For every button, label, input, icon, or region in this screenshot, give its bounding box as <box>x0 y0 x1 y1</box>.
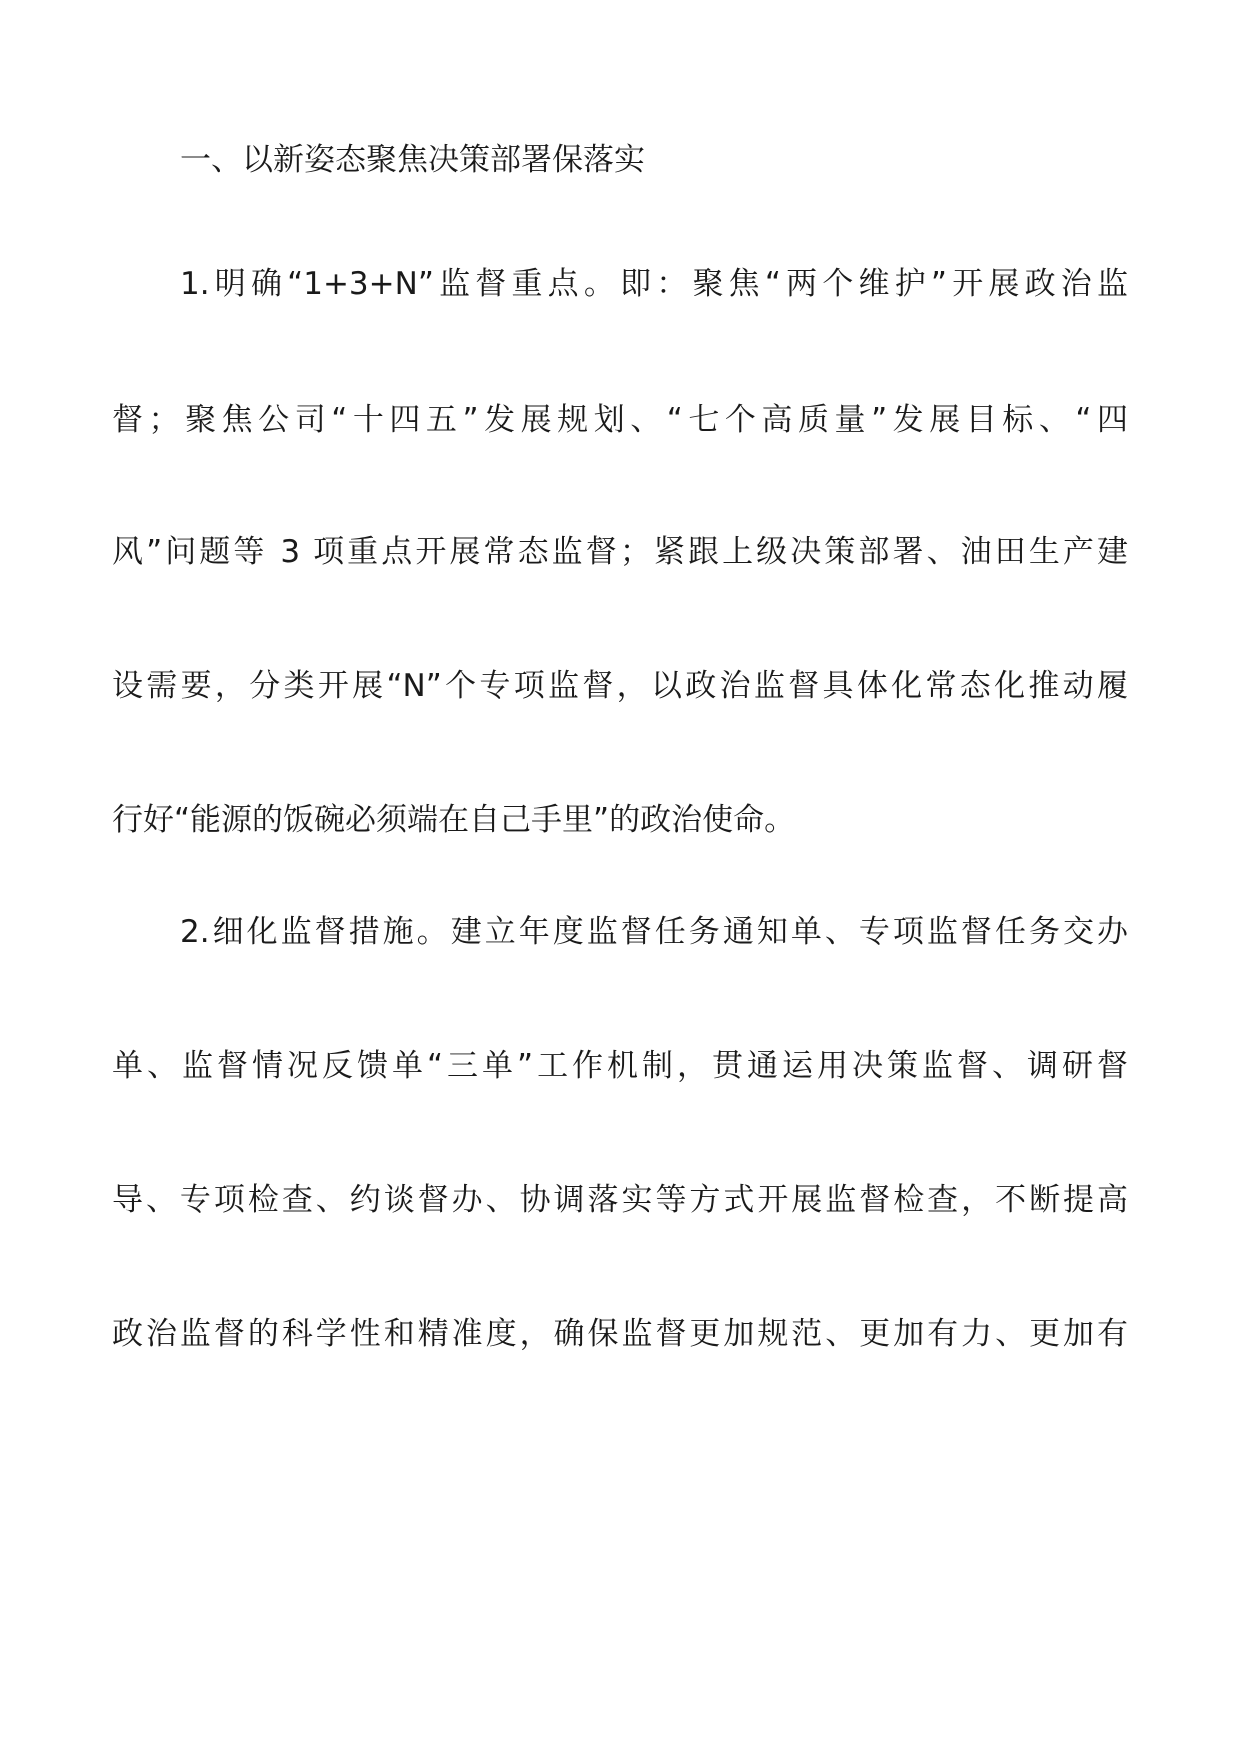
paragraph-1-line-1: 1.明确“1+3+N”监督重点。即：聚焦“两个维护”开展政治监 <box>180 266 1128 302</box>
paragraph-1-line-2: 督；聚焦公司“十四五”发展规划、“七个高质量”发展目标、“四 <box>112 402 1128 438</box>
paragraph-2-line-1: 2.细化监督措施。建立年度监督任务通知单、专项监督任务交办 <box>180 914 1128 950</box>
paragraph-2-line-3: 导、专项检查、约谈督办、协调落实等方式开展监督检查，不断提高 <box>112 1182 1128 1218</box>
section-heading: 一、以新姿态聚焦决策部署保落实 <box>180 142 645 178</box>
paragraph-1-line-5: 行好“能源的饭碗必须端在自己手里”的政治使命。 <box>112 802 796 838</box>
paragraph-1-line-3: 风”问题等 3 项重点开展常态监督；紧跟上级决策部署、油田生产建 <box>112 534 1128 570</box>
paragraph-2-line-4: 政治监督的科学性和精准度，确保监督更加规范、更加有力、更加有 <box>112 1316 1128 1352</box>
paragraph-1-line-4: 设需要，分类开展“N”个专项监督，以政治监督具体化常态化推动履 <box>112 668 1128 704</box>
paragraph-2-line-2: 单、监督情况反馈单“三单”工作机制，贯通运用决策监督、调研督 <box>112 1048 1128 1084</box>
